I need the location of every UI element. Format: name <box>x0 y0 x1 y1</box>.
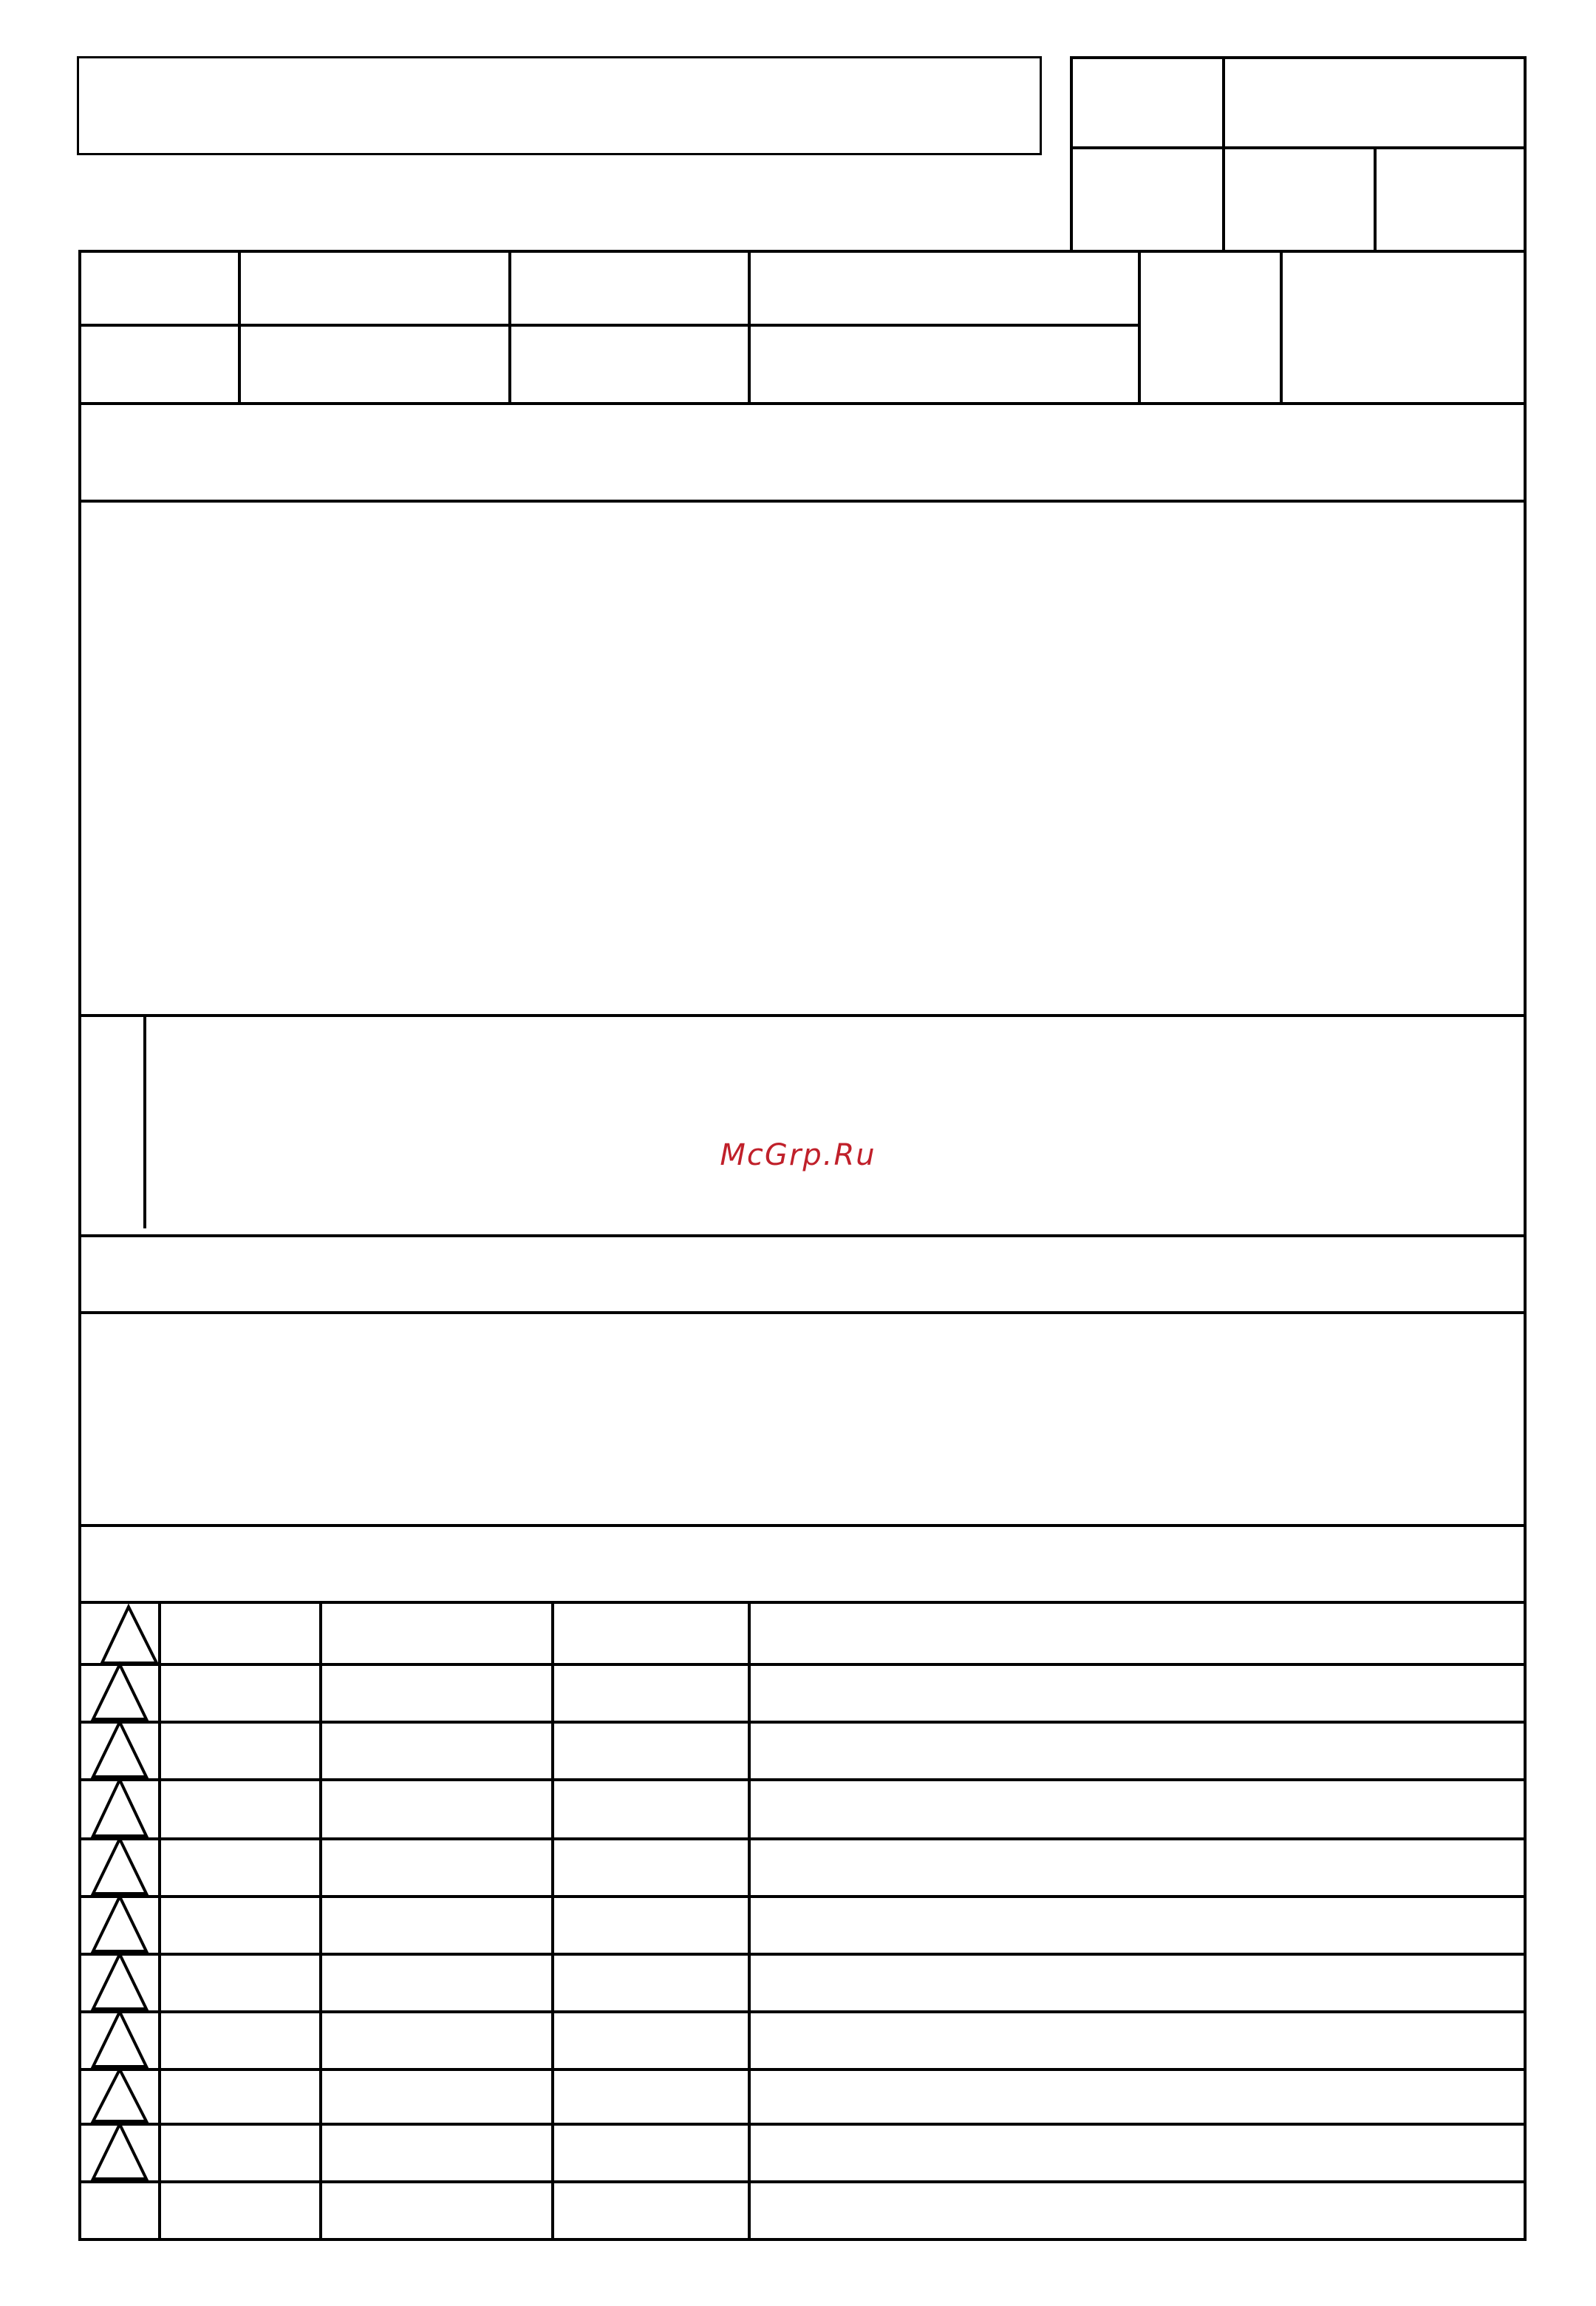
revision-row-divider <box>78 2123 1527 2126</box>
revision-row-divider <box>78 1721 1527 1724</box>
header-col-divider <box>238 250 241 405</box>
triangle-icon <box>92 1663 151 1722</box>
revision-row-divider <box>78 1663 1527 1666</box>
side-column-divider <box>143 1014 146 1228</box>
doc-number-grid-divider <box>1374 146 1377 253</box>
header-col-divider <box>748 250 751 405</box>
revision-col-divider <box>748 1601 751 2241</box>
triangle-icon <box>92 2068 151 2127</box>
revision-row-divider <box>78 1778 1527 1781</box>
revision-row-divider <box>78 2068 1527 2071</box>
revision-row-divider <box>78 1953 1527 1956</box>
header-col-divider <box>508 250 511 405</box>
revision-table-top <box>78 1601 1527 1604</box>
revision-row-divider <box>78 1837 1527 1840</box>
doc-number-grid-divider <box>1222 56 1225 253</box>
triangle-icon <box>92 1778 151 1837</box>
header-col-divider <box>1138 250 1141 405</box>
triangle-icon <box>92 2123 151 2182</box>
triangle-icon <box>92 1721 151 1780</box>
section-divider <box>78 1311 1527 1314</box>
header-bottom-line <box>78 402 1527 405</box>
revision-col-divider <box>158 1601 161 2241</box>
revision-col-divider <box>551 1601 554 2241</box>
doc-number-grid <box>1070 56 1527 253</box>
doc-number-grid-divider <box>1070 146 1527 149</box>
header-col-divider <box>1280 250 1283 405</box>
revision-row-divider <box>78 2180 1527 2183</box>
section-divider <box>78 500 1527 503</box>
section-divider <box>78 1234 1527 1237</box>
section-divider <box>78 1014 1527 1017</box>
triangle-icon <box>92 2010 151 2069</box>
title-box <box>77 56 1042 155</box>
triangle-icon <box>92 1605 151 1664</box>
triangle-icon <box>92 1953 151 2012</box>
watermark-text: McGrp.Ru <box>720 1138 876 1172</box>
section-divider <box>78 1524 1527 1527</box>
triangle-icon <box>92 1895 151 1954</box>
revision-row-divider <box>78 2010 1527 2013</box>
revision-row-divider <box>78 1895 1527 1898</box>
main-form-frame <box>78 250 1527 2241</box>
triangle-icon <box>92 1837 151 1897</box>
revision-col-divider <box>319 1601 322 2241</box>
